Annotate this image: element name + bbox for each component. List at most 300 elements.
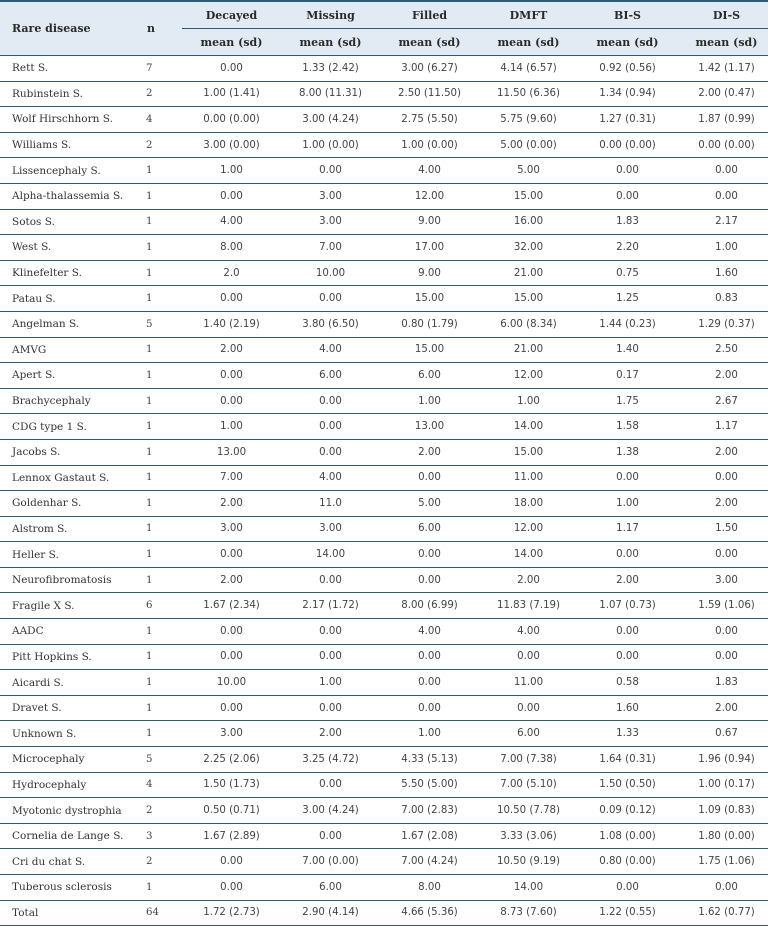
cell-decayed: 0.00 (182, 542, 281, 568)
cell-filled: 0.00 (380, 465, 479, 491)
cell-missing: 3.00 (4.24) (281, 107, 380, 133)
cell-disease: Alstrom S. (0, 516, 146, 542)
cell-bi-s: 2.20 (578, 235, 677, 261)
cell-di-s: 1.50 (677, 516, 768, 542)
cell-decayed: 1.40 (2.19) (182, 311, 281, 337)
cell-di-s: 1.17 (677, 414, 768, 440)
cell-missing: 0.00 (281, 439, 380, 465)
cell-decayed: 4.00 (182, 209, 281, 235)
cell-disease: Apert S. (0, 363, 146, 389)
cell-disease: Total (0, 900, 146, 926)
cell-di-s: 1.83 (677, 670, 768, 696)
cell-n: 1 (146, 235, 182, 261)
cell-decayed: 1.00 (182, 158, 281, 184)
cell-filled: 2.00 (380, 439, 479, 465)
cell-n: 1 (146, 491, 182, 517)
cell-bi-s: 1.64 (0.31) (578, 747, 677, 773)
cell-di-s: 1.87 (0.99) (677, 107, 768, 133)
header-sub-filled: mean (sd) (380, 29, 479, 56)
cell-missing: 1.00 (281, 670, 380, 696)
cell-dmft: 1.00 (479, 388, 578, 414)
cell-decayed: 2.0 (182, 260, 281, 286)
cell-bi-s: 0.80 (0.00) (578, 849, 677, 875)
cell-bi-s: 1.50 (0.50) (578, 772, 677, 798)
header-missing: Missing (281, 1, 380, 29)
cell-missing: 2.90 (4.14) (281, 900, 380, 926)
cell-n: 6 (146, 593, 182, 619)
cell-n: 1 (146, 286, 182, 312)
cell-filled: 5.50 (5.00) (380, 772, 479, 798)
cell-di-s: 2.67 (677, 388, 768, 414)
cell-di-s: 1.96 (0.94) (677, 747, 768, 773)
cell-decayed: 0.50 (0.71) (182, 798, 281, 824)
cell-decayed: 0.00 (182, 644, 281, 670)
cell-dmft: 6.00 (479, 721, 578, 747)
cell-dmft: 0.00 (479, 695, 578, 721)
cell-filled: 15.00 (380, 286, 479, 312)
cell-n: 1 (146, 260, 182, 286)
cell-decayed: 0.00 (182, 619, 281, 645)
cell-decayed: 1.67 (2.34) (182, 593, 281, 619)
table-row (0, 56, 768, 82)
cell-decayed: 0.00 (0.00) (182, 107, 281, 133)
cell-di-s: 0.00 (677, 158, 768, 184)
cell-missing: 3.25 (4.72) (281, 747, 380, 773)
cell-missing: 0.00 (281, 695, 380, 721)
table-row (0, 414, 768, 440)
cell-bi-s: 0.00 (578, 619, 677, 645)
table-row (0, 158, 768, 184)
cell-disease: Sotos S. (0, 209, 146, 235)
table-row (0, 311, 768, 337)
cell-decayed: 1.50 (1.73) (182, 772, 281, 798)
cell-bi-s: 1.08 (0.00) (578, 823, 677, 849)
cell-di-s: 1.00 (677, 235, 768, 261)
cell-dmft: 21.00 (479, 337, 578, 363)
cell-missing: 7.00 (281, 235, 380, 261)
cell-disease: Cornelia de Lange S. (0, 823, 146, 849)
cell-bi-s: 0.00 (0.00) (578, 132, 677, 158)
table-body (0, 56, 768, 926)
cell-bi-s: 1.75 (578, 388, 677, 414)
cell-dmft: 14.00 (479, 414, 578, 440)
cell-filled: 0.00 (380, 644, 479, 670)
table-row (0, 491, 768, 517)
cell-disease: Rett S. (0, 56, 146, 82)
cell-disease: Myotonic dystrophia (0, 798, 146, 824)
cell-bi-s: 1.22 (0.55) (578, 900, 677, 926)
cell-decayed: 3.00 (182, 721, 281, 747)
cell-decayed: 0.00 (182, 183, 281, 209)
table-row (0, 183, 768, 209)
cell-missing: 1.33 (2.42) (281, 56, 380, 82)
cell-filled: 8.00 (380, 875, 479, 901)
cell-disease: Neurofibromatosis (0, 567, 146, 593)
cell-missing: 3.00 (4.24) (281, 798, 380, 824)
cell-decayed: 8.00 (182, 235, 281, 261)
table-row (0, 670, 768, 696)
cell-di-s: 1.09 (0.83) (677, 798, 768, 824)
table-row (0, 516, 768, 542)
table-row (0, 567, 768, 593)
table-row (0, 772, 768, 798)
cell-bi-s: 1.38 (578, 439, 677, 465)
cell-dmft: 8.73 (7.60) (479, 900, 578, 926)
cell-di-s: 1.75 (1.06) (677, 849, 768, 875)
cell-di-s: 1.42 (1.17) (677, 56, 768, 82)
cell-n: 4 (146, 107, 182, 133)
cell-n: 1 (146, 183, 182, 209)
cell-missing: 0.00 (281, 567, 380, 593)
cell-n: 2 (146, 81, 182, 107)
cell-disease: Klinefelter S. (0, 260, 146, 286)
cell-filled: 0.80 (1.79) (380, 311, 479, 337)
cell-di-s: 0.00 (677, 465, 768, 491)
cell-filled: 4.33 (5.13) (380, 747, 479, 773)
cell-n: 1 (146, 542, 182, 568)
cell-n: 1 (146, 158, 182, 184)
table-row (0, 849, 768, 875)
cell-bi-s: 0.58 (578, 670, 677, 696)
cell-missing: 11.0 (281, 491, 380, 517)
cell-n: 1 (146, 644, 182, 670)
cell-missing: 2.00 (281, 721, 380, 747)
cell-disease: Hydrocephaly (0, 772, 146, 798)
cell-decayed: 3.00 (182, 516, 281, 542)
cell-di-s: 1.59 (1.06) (677, 593, 768, 619)
table-row (0, 260, 768, 286)
cell-missing: 14.00 (281, 542, 380, 568)
table-row (0, 593, 768, 619)
cell-n: 1 (146, 875, 182, 901)
cell-decayed: 1.67 (2.89) (182, 823, 281, 849)
cell-dmft: 12.00 (479, 363, 578, 389)
cell-n: 7 (146, 56, 182, 82)
header-sub-dmft: mean (sd) (479, 29, 578, 56)
table-row (0, 875, 768, 901)
cell-bi-s: 1.60 (578, 695, 677, 721)
cell-dmft: 11.00 (479, 465, 578, 491)
cell-disease: Brachycephaly (0, 388, 146, 414)
header-sub-di-s: mean (sd) (677, 29, 768, 56)
cell-n: 1 (146, 721, 182, 747)
cell-missing: 2.17 (1.72) (281, 593, 380, 619)
cell-decayed: 1.00 (1.41) (182, 81, 281, 107)
cell-di-s: 1.29 (0.37) (677, 311, 768, 337)
cell-n: 1 (146, 670, 182, 696)
cell-bi-s: 1.00 (578, 491, 677, 517)
cell-disease: Rubinstein S. (0, 81, 146, 107)
cell-disease: Jacobs S. (0, 439, 146, 465)
cell-decayed: 1.00 (182, 414, 281, 440)
cell-dmft: 32.00 (479, 235, 578, 261)
cell-di-s: 2.00 (677, 695, 768, 721)
cell-dmft: 15.00 (479, 286, 578, 312)
table-row (0, 388, 768, 414)
cell-n: 2 (146, 798, 182, 824)
cell-disease: Fragile X S. (0, 593, 146, 619)
cell-n: 1 (146, 516, 182, 542)
cell-missing: 3.80 (6.50) (281, 311, 380, 337)
cell-dmft: 7.00 (5.10) (479, 772, 578, 798)
cell-disease: CDG type 1 S. (0, 414, 146, 440)
cell-di-s: 3.00 (677, 567, 768, 593)
cell-filled: 2.75 (5.50) (380, 107, 479, 133)
cell-decayed: 3.00 (0.00) (182, 132, 281, 158)
cell-decayed: 0.00 (182, 695, 281, 721)
cell-dmft: 11.50 (6.36) (479, 81, 578, 107)
header-decayed: Decayed (182, 1, 281, 29)
cell-dmft: 5.75 (9.60) (479, 107, 578, 133)
cell-disease: Lennox Gastaut S. (0, 465, 146, 491)
cell-bi-s: 1.07 (0.73) (578, 593, 677, 619)
header-sub-decayed: mean (sd) (182, 29, 281, 56)
cell-dmft: 14.00 (479, 542, 578, 568)
cell-dmft: 7.00 (7.38) (479, 747, 578, 773)
cell-bi-s: 0.00 (578, 542, 677, 568)
table-row (0, 439, 768, 465)
cell-dmft: 14.00 (479, 875, 578, 901)
cell-disease: Aicardi S. (0, 670, 146, 696)
cell-filled: 1.00 (380, 388, 479, 414)
cell-filled: 3.00 (6.27) (380, 56, 479, 82)
cell-disease: AADC (0, 619, 146, 645)
header-n: n (146, 1, 182, 56)
table-row (0, 747, 768, 773)
cell-n: 2 (146, 849, 182, 875)
cell-n: 5 (146, 311, 182, 337)
cell-missing: 0.00 (281, 414, 380, 440)
cell-bi-s: 2.00 (578, 567, 677, 593)
cell-missing: 0.00 (281, 388, 380, 414)
cell-dmft: 10.50 (9.19) (479, 849, 578, 875)
cell-dmft: 5.00 (0.00) (479, 132, 578, 158)
cell-filled: 12.00 (380, 183, 479, 209)
cell-missing: 4.00 (281, 337, 380, 363)
cell-disease: Alpha-thalassemia S. (0, 183, 146, 209)
cell-missing: 10.00 (281, 260, 380, 286)
table-row (0, 798, 768, 824)
cell-bi-s: 1.25 (578, 286, 677, 312)
cell-missing: 7.00 (0.00) (281, 849, 380, 875)
cell-n: 1 (146, 619, 182, 645)
header-rare-disease: Rare disease (0, 1, 146, 56)
cell-bi-s: 1.44 (0.23) (578, 311, 677, 337)
cell-disease: Goldenhar S. (0, 491, 146, 517)
cell-dmft: 18.00 (479, 491, 578, 517)
cell-decayed: 2.00 (182, 491, 281, 517)
cell-di-s: 0.00 (677, 644, 768, 670)
cell-filled: 4.00 (380, 619, 479, 645)
header-di-s: DI-S (677, 1, 768, 29)
cell-n: 1 (146, 337, 182, 363)
cell-bi-s: 0.75 (578, 260, 677, 286)
cell-n: 1 (146, 695, 182, 721)
header-dmft: DMFT (479, 1, 578, 29)
cell-disease: AMVG (0, 337, 146, 363)
table-row (0, 337, 768, 363)
cell-di-s: 0.00 (677, 619, 768, 645)
cell-bi-s: 0.17 (578, 363, 677, 389)
cell-di-s: 1.62 (0.77) (677, 900, 768, 926)
cell-bi-s: 1.17 (578, 516, 677, 542)
cell-missing: 3.00 (281, 516, 380, 542)
cell-filled: 5.00 (380, 491, 479, 517)
header-row-groups (0, 1, 768, 29)
header-sub-bi-s: mean (sd) (578, 29, 677, 56)
cell-decayed: 2.00 (182, 567, 281, 593)
cell-decayed: 0.00 (182, 875, 281, 901)
cell-di-s: 1.00 (0.17) (677, 772, 768, 798)
cell-n: 4 (146, 772, 182, 798)
cell-bi-s: 0.00 (578, 875, 677, 901)
cell-missing: 0.00 (281, 772, 380, 798)
cell-disease: Microcephaly (0, 747, 146, 773)
cell-n: 1 (146, 414, 182, 440)
cell-filled: 13.00 (380, 414, 479, 440)
cell-di-s: 0.00 (677, 875, 768, 901)
cell-n: 64 (146, 900, 182, 926)
table-row (0, 542, 768, 568)
cell-filled: 6.00 (380, 516, 479, 542)
cell-missing: 6.00 (281, 363, 380, 389)
cell-di-s: 2.00 (677, 491, 768, 517)
cell-dmft: 16.00 (479, 209, 578, 235)
header-filled: Filled (380, 1, 479, 29)
cell-filled: 4.00 (380, 158, 479, 184)
cell-decayed: 7.00 (182, 465, 281, 491)
cell-filled: 7.00 (2.83) (380, 798, 479, 824)
cell-bi-s: 1.34 (0.94) (578, 81, 677, 107)
cell-filled: 8.00 (6.99) (380, 593, 479, 619)
cell-missing: 0.00 (281, 644, 380, 670)
cell-dmft: 2.00 (479, 567, 578, 593)
cell-decayed: 10.00 (182, 670, 281, 696)
cell-dmft: 5.00 (479, 158, 578, 184)
cell-dmft: 21.00 (479, 260, 578, 286)
cell-di-s: 0.67 (677, 721, 768, 747)
cell-filled: 0.00 (380, 542, 479, 568)
table-row (0, 465, 768, 491)
cell-filled: 0.00 (380, 670, 479, 696)
header-bi-s: BI-S (578, 1, 677, 29)
cell-disease: West S. (0, 235, 146, 261)
cell-n: 1 (146, 209, 182, 235)
cell-dmft: 11.83 (7.19) (479, 593, 578, 619)
cell-filled: 6.00 (380, 363, 479, 389)
cell-bi-s: 1.40 (578, 337, 677, 363)
table-row (0, 132, 768, 158)
cell-di-s: 2.50 (677, 337, 768, 363)
cell-decayed: 0.00 (182, 388, 281, 414)
cell-missing: 0.00 (281, 823, 380, 849)
cell-missing: 0.00 (281, 286, 380, 312)
cell-bi-s: 1.33 (578, 721, 677, 747)
cell-filled: 2.50 (11.50) (380, 81, 479, 107)
cell-disease: Tuberous sclerosis (0, 875, 146, 901)
cell-missing: 6.00 (281, 875, 380, 901)
cell-dmft: 4.00 (479, 619, 578, 645)
cell-missing: 0.00 (281, 619, 380, 645)
cell-disease: Lissencephaly S. (0, 158, 146, 184)
cell-decayed: 0.00 (182, 56, 281, 82)
cell-filled: 1.67 (2.08) (380, 823, 479, 849)
cell-decayed: 1.72 (2.73) (182, 900, 281, 926)
cell-n: 1 (146, 363, 182, 389)
cell-dmft: 4.14 (6.57) (479, 56, 578, 82)
cell-disease: Pitt Hopkins S. (0, 644, 146, 670)
cell-filled: 0.00 (380, 567, 479, 593)
cell-di-s: 0.00 (677, 542, 768, 568)
cell-bi-s: 1.58 (578, 414, 677, 440)
cell-bi-s: 0.92 (0.56) (578, 56, 677, 82)
cell-dmft: 11.00 (479, 670, 578, 696)
cell-di-s: 2.00 (677, 363, 768, 389)
cell-missing: 1.00 (0.00) (281, 132, 380, 158)
cell-filled: 0.00 (380, 695, 479, 721)
cell-missing: 3.00 (281, 209, 380, 235)
cell-dmft: 6.00 (8.34) (479, 311, 578, 337)
table-row (0, 721, 768, 747)
cell-decayed: 0.00 (182, 286, 281, 312)
cell-disease: Unknown S. (0, 721, 146, 747)
cell-dmft: 15.00 (479, 183, 578, 209)
cell-n: 1 (146, 567, 182, 593)
table-row (0, 619, 768, 645)
cell-n: 2 (146, 132, 182, 158)
cell-dmft: 3.33 (3.06) (479, 823, 578, 849)
cell-missing: 4.00 (281, 465, 380, 491)
cell-n: 5 (146, 747, 182, 773)
cell-disease: Angelman S. (0, 311, 146, 337)
cell-decayed: 13.00 (182, 439, 281, 465)
cell-n: 3 (146, 823, 182, 849)
cell-dmft: 10.50 (7.78) (479, 798, 578, 824)
table-row (0, 235, 768, 261)
cell-di-s: 2.17 (677, 209, 768, 235)
cell-decayed: 2.00 (182, 337, 281, 363)
cell-disease: Patau S. (0, 286, 146, 312)
cell-filled: 9.00 (380, 209, 479, 235)
cell-bi-s: 0.00 (578, 183, 677, 209)
cell-dmft: 0.00 (479, 644, 578, 670)
cell-bi-s: 0.00 (578, 465, 677, 491)
cell-di-s: 0.00 (0.00) (677, 132, 768, 158)
table-row (0, 695, 768, 721)
cell-filled: 9.00 (380, 260, 479, 286)
table-row (0, 107, 768, 133)
cell-n: 1 (146, 388, 182, 414)
cell-filled: 15.00 (380, 337, 479, 363)
cell-filled: 7.00 (4.24) (380, 849, 479, 875)
table-row (0, 644, 768, 670)
table-row (0, 823, 768, 849)
cell-dmft: 12.00 (479, 516, 578, 542)
cell-bi-s: 0.09 (0.12) (578, 798, 677, 824)
cell-di-s: 2.00 (677, 439, 768, 465)
table-row (0, 286, 768, 312)
cell-bi-s: 0.00 (578, 158, 677, 184)
cell-di-s: 0.83 (677, 286, 768, 312)
cell-bi-s: 1.83 (578, 209, 677, 235)
cell-disease: Heller S. (0, 542, 146, 568)
cell-disease: Dravet S. (0, 695, 146, 721)
cell-disease: Wolf Hirschhorn S. (0, 107, 146, 133)
table-row-total (0, 900, 768, 926)
table-row (0, 363, 768, 389)
table-row (0, 209, 768, 235)
cell-decayed: 0.00 (182, 363, 281, 389)
